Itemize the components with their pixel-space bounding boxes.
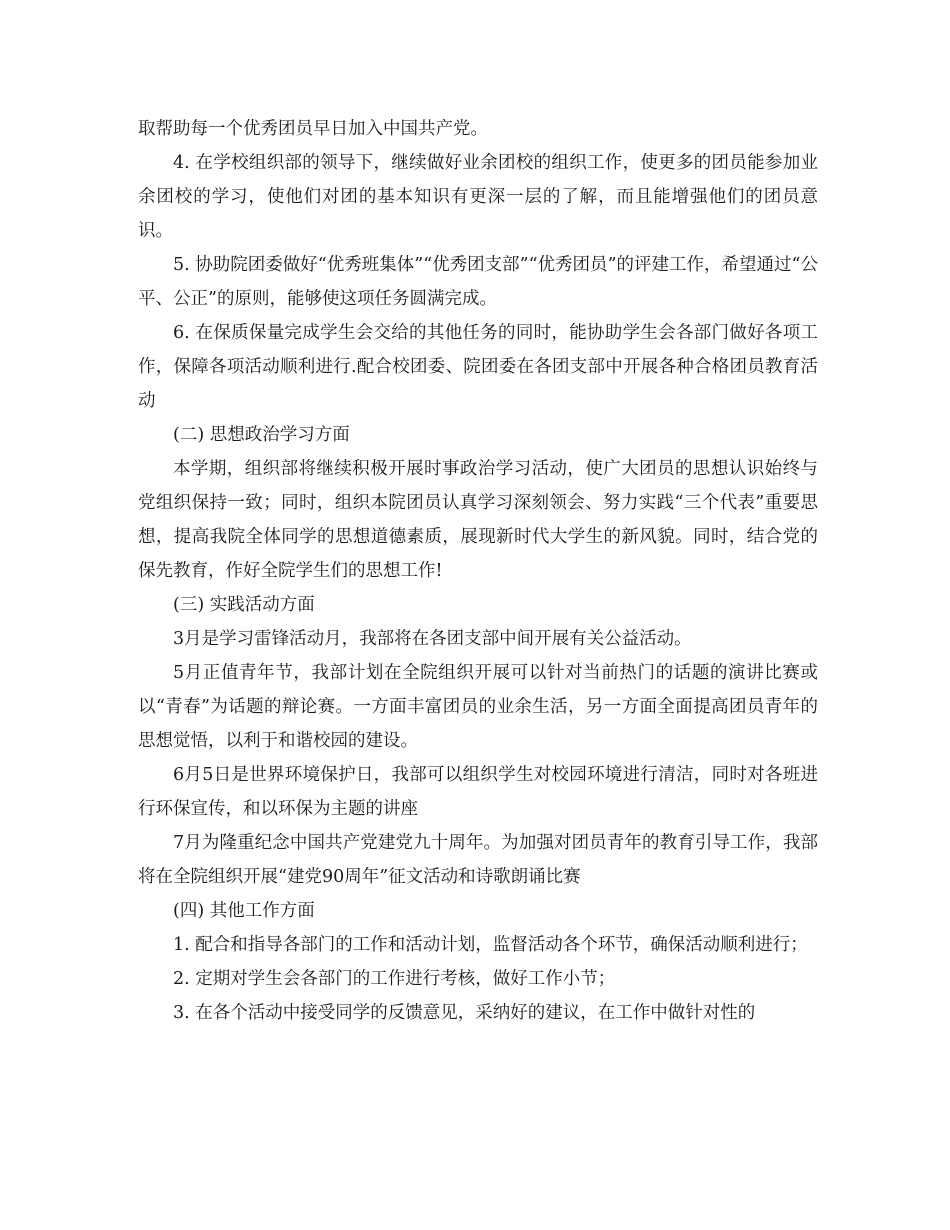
paragraph-item-5: 5. 协助院团委做好“优秀班集体”“优秀团支部”“优秀团员”的评建工作，希望通过“公平、公正”的原则，能够使这项任务圆满完成。 (138, 255, 818, 309)
paragraph-other-1: 1. 配合和指导各部门的工作和活动计划，监督活动各个环节，确保活动顺利进行； (173, 935, 808, 955)
document-body (138, 112, 818, 1030)
paragraph-july: 7月为隆重纪念中国共产党建党九十周年。为加强对团员青年的教育引导工作，我部将在全院组织开展“建党90周年”征文活动和诗歌朗诵比赛 (138, 833, 818, 887)
section-heading-political-study: (二) 思想政治学习方面 (173, 425, 350, 445)
section-heading-other-work: (四) 其他工作方面 (173, 901, 315, 921)
paragraph-item-6: 6. 在保质保量完成学生会交给的其他任务的同时，能协助学生会各部门做好各项工作，保障各项活动顺利进行.配合校团委、院团委在各团支部中开展各种合格团员教育活动 (138, 323, 818, 411)
paragraph-june: 6月5日是世界环境保护日，我部可以组织学生对校园环境进行清洁，同时对各班进行环保宣传，和以环保为主题的讲座 (138, 765, 818, 819)
section-heading-practice-activities: (三) 实践活动方面 (173, 595, 315, 615)
paragraph-other-3: 3. 在各个活动中接受同学的反馈意见，采纳好的建议，在工作中做针对性的 (173, 1003, 756, 1023)
paragraph-continuation: 取帮助每一个优秀团员早日加入中国共产党。 (138, 119, 488, 139)
paragraph-item-4: 4. 在学校组织部的领导下，继续做好业余团校的组织工作，使更多的团员能参加业余团校的学习，使他们对团的基本知识有更深一层的了解，而且能增强他们的团员意识。 (138, 153, 818, 241)
paragraph-political-study: 本学期，组织部将继续积极开展时事政治学习活动，使广大团员的思想认识始终与党组织保持一致；同时，组织本院团员认真学习深刻领会、努力实践“三个代表”重要思想，提高我院全体同学的思想道德素质，展现新时代大学生的新风貌。同时，结合党的保先教育，作好全院学生们的思想工作! (138, 459, 818, 581)
paragraph-may: 5月正值青年节，我部计划在全院组织开展可以针对当前热门的话题的演讲比赛或以“青春”为话题的辩论赛。一方面丰富团员的业余生活，另一方面全面提高团员青年的思想觉悟，以利于和谐校园的建设。 (138, 663, 818, 751)
paragraph-march: 3月是学习雷锋活动月，我部将在各团支部中间开展有关公益活动。 (173, 629, 692, 649)
paragraph-other-2: 2. 定期对学生会各部门的工作进行考核，做好工作小节； (173, 969, 616, 989)
